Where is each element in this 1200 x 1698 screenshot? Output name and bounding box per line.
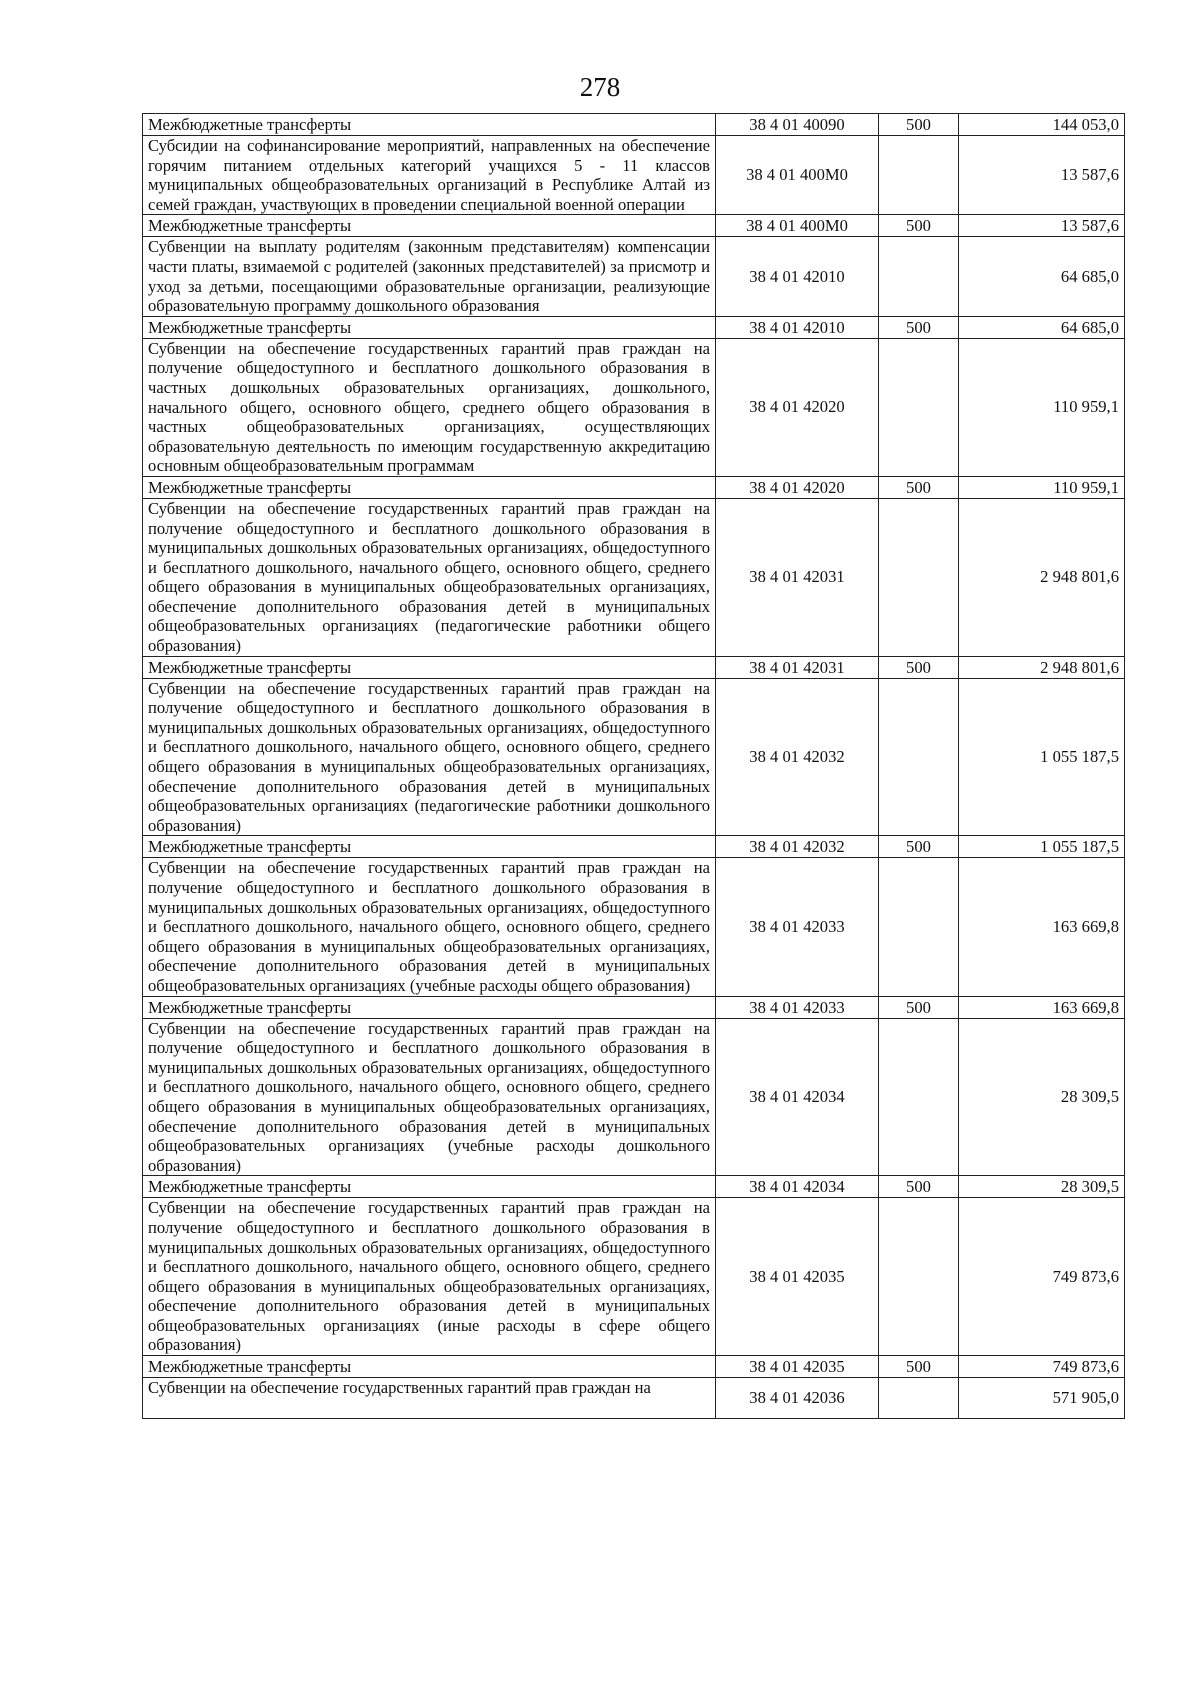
row-amount: 2 948 801,6	[959, 498, 1125, 656]
row-amount: 64 685,0	[959, 237, 1125, 316]
row-name: Субвенции на обеспечение государственных гарантий прав граждан на	[143, 1378, 716, 1419]
row-amount: 144 053,0	[959, 114, 1125, 136]
row-name: Межбюджетные трансферты	[143, 996, 716, 1018]
row-amount: 64 685,0	[959, 316, 1125, 338]
table-row	[143, 476, 1125, 498]
row-name: Субвенции на обеспечение государственных гарантий прав граждан на получение общедоступного и бесплатного дошкольного образования в муниципальных дошкольных образовательных организациях, общедоступного и бесплатного дошкольного, начального общего, основного общего, среднего общего образования в муниципальных общеобразовательных организациях, обеспечение дополнительного образования детей в муниципальных общеобразовательных организациях (педагогические работники дошкольного образования)	[143, 678, 716, 836]
row-amount: 28 309,5	[959, 1176, 1125, 1198]
table-row	[143, 1018, 1125, 1176]
row-amount: 1 055 187,5	[959, 836, 1125, 858]
row-amount: 749 873,6	[959, 1198, 1125, 1356]
row-code: 38 4 01 400М0	[716, 215, 879, 237]
row-code: 38 4 01 42020	[716, 338, 879, 476]
row-code: 38 4 01 42031	[716, 656, 879, 678]
row-code: 38 4 01 42034	[716, 1176, 879, 1198]
table-row	[143, 836, 1125, 858]
row-amount: 749 873,6	[959, 1356, 1125, 1378]
row-name: Субвенции на обеспечение государственных гарантий прав граждан на получение общедоступного и бесплатного дошкольного образования в муниципальных дошкольных образовательных организациях, общедоступного и бесплатного дошкольного, начального общего, основного общего, среднего общего образования в муниципальных общеобразовательных организациях, обеспечение дополнительного образования детей в муниципальных общеобразовательных организациях (иные расходы в сфере общего образования)	[143, 1198, 716, 1356]
row-name: Межбюджетные трансферты	[143, 476, 716, 498]
row-code: 38 4 01 42036	[716, 1378, 879, 1419]
budget-table	[142, 113, 1125, 1419]
row-kind	[879, 1198, 959, 1356]
row-kind: 500	[879, 1176, 959, 1198]
row-name: Межбюджетные трансферты	[143, 316, 716, 338]
row-code: 38 4 01 42020	[716, 476, 879, 498]
row-name: Субсидии на софинансирование мероприятий, направленных на обеспечение горячим питанием отдельных категорий учащихся 5 - 11 классов муниципальных общеобразовательных организаций в Республике Алтай из семей граждан, участвующих в проведении специальной военной операции	[143, 136, 716, 215]
table-row	[143, 1378, 1125, 1419]
table-row	[143, 1198, 1125, 1356]
row-name: Межбюджетные трансферты	[143, 836, 716, 858]
row-code: 38 4 01 42032	[716, 678, 879, 836]
row-name: Межбюджетные трансферты	[143, 656, 716, 678]
row-name: Межбюджетные трансферты	[143, 114, 716, 136]
row-code: 38 4 01 42033	[716, 996, 879, 1018]
row-kind	[879, 498, 959, 656]
row-kind: 500	[879, 656, 959, 678]
row-name: Субвенции на выплату родителям (законным представителям) компенсации части платы, взимаемой с родителей (законных представителей) за присмотр и уход за детьми, посещающими образовательные организации, реализующие образовательную программу дошкольного образования	[143, 237, 716, 316]
row-code: 38 4 01 42034	[716, 1018, 879, 1176]
row-kind: 500	[879, 215, 959, 237]
row-code: 38 4 01 42033	[716, 858, 879, 996]
table-row	[143, 858, 1125, 996]
page-number: 278	[579, 72, 621, 102]
table-row	[143, 498, 1125, 656]
row-code: 38 4 01 42010	[716, 237, 879, 316]
table-row	[143, 656, 1125, 678]
row-kind: 500	[879, 316, 959, 338]
row-name: Субвенции на обеспечение государственных гарантий прав граждан на получение общедоступного и бесплатного дошкольного образования в муниципальных дошкольных образовательных организациях, общедоступного и бесплатного дошкольного, начального общего, основного общего, среднего общего образования в муниципальных общеобразовательных организациях, обеспечение дополнительного образования детей в муниципальных общеобразовательных организациях (учебные расходы дошкольного образования)	[143, 1018, 716, 1176]
row-code: 38 4 01 42010	[716, 316, 879, 338]
row-amount: 163 669,8	[959, 996, 1125, 1018]
row-kind	[879, 136, 959, 215]
table-row	[143, 678, 1125, 836]
row-kind	[879, 237, 959, 316]
row-kind	[879, 338, 959, 476]
row-kind	[879, 1378, 959, 1419]
row-amount: 28 309,5	[959, 1018, 1125, 1176]
row-code: 38 4 01 42035	[716, 1198, 879, 1356]
row-name: Субвенции на обеспечение государственных гарантий прав граждан на получение общедоступного и бесплатного дошкольного образования в муниципальных дошкольных образовательных организациях, общедоступного и бесплатного дошкольного, начального общего, основного общего, среднего общего образования в муниципальных общеобразовательных организациях, обеспечение дополнительного образования детей в муниципальных общеобразовательных организациях (учебные расходы общего образования)	[143, 858, 716, 996]
table-row	[143, 996, 1125, 1018]
table-row	[143, 237, 1125, 316]
row-kind: 500	[879, 996, 959, 1018]
row-amount: 2 948 801,6	[959, 656, 1125, 678]
row-kind	[879, 858, 959, 996]
table-row	[143, 215, 1125, 237]
row-name: Субвенции на обеспечение государственных гарантий прав граждан на получение общедоступного и бесплатного дошкольного образования в муниципальных дошкольных образовательных организациях, общедоступного и бесплатного дошкольного, начального общего, основного общего, среднего общего образования в муниципальных общеобразовательных организациях, обеспечение дополнительного образования детей в муниципальных общеобразовательных организациях (педагогические работники общего образования)	[143, 498, 716, 656]
table-row	[143, 114, 1125, 136]
table-row	[143, 136, 1125, 215]
row-amount: 110 959,1	[959, 476, 1125, 498]
row-code: 38 4 01 42032	[716, 836, 879, 858]
row-kind	[879, 678, 959, 836]
row-kind: 500	[879, 1356, 959, 1378]
row-kind: 500	[879, 836, 959, 858]
row-code: 38 4 01 42035	[716, 1356, 879, 1378]
table-row	[143, 1176, 1125, 1198]
table-row	[143, 338, 1125, 476]
row-code: 38 4 01 42031	[716, 498, 879, 656]
row-name: Межбюджетные трансферты	[143, 1356, 716, 1378]
row-name: Субвенции на обеспечение государственных гарантий прав граждан на получение общедоступного и бесплатного дошкольного образования в частных дошкольных образовательных организациях, дошкольного, начального общего, основного общего, среднего общего образования в частных общеобразовательных организациях, осуществляющих образовательную деятельность по имеющим государственную аккредитацию основным общеобразовательным программам	[143, 338, 716, 476]
row-kind: 500	[879, 114, 959, 136]
row-amount: 110 959,1	[959, 338, 1125, 476]
row-amount: 571 905,0	[959, 1378, 1125, 1419]
row-code: 38 4 01 400М0	[716, 136, 879, 215]
row-amount: 13 587,6	[959, 136, 1125, 215]
row-kind: 500	[879, 476, 959, 498]
row-amount: 163 669,8	[959, 858, 1125, 996]
row-code: 38 4 01 40090	[716, 114, 879, 136]
table-row	[143, 316, 1125, 338]
row-kind	[879, 1018, 959, 1176]
row-name: Межбюджетные трансферты	[143, 215, 716, 237]
row-amount: 1 055 187,5	[959, 678, 1125, 836]
row-amount: 13 587,6	[959, 215, 1125, 237]
table-row	[143, 1356, 1125, 1378]
row-name: Межбюджетные трансферты	[143, 1176, 716, 1198]
